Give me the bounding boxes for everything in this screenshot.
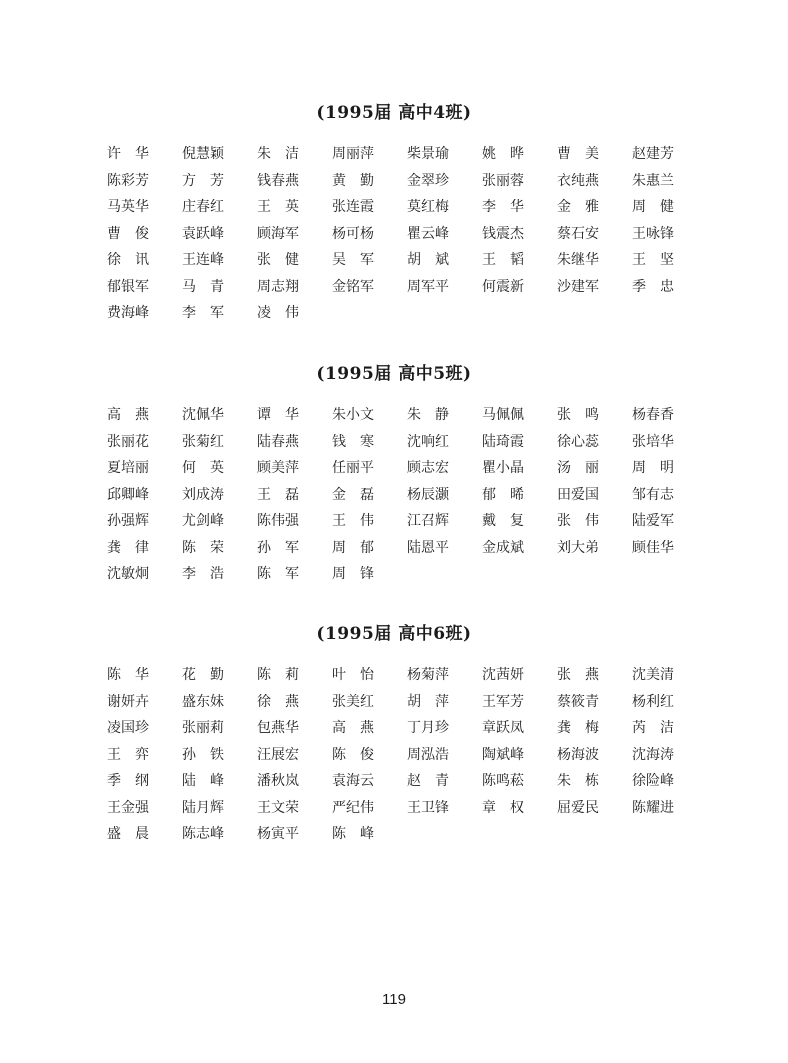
- student-name: 蔡筱青: [557, 693, 599, 710]
- student-name: 杨寅平: [257, 826, 299, 842]
- student-name: 姚晔: [482, 146, 538, 162]
- student-name: 王英: [257, 199, 313, 215]
- student-name: 盛东妹: [182, 693, 224, 710]
- student-name: 严纪伟: [332, 799, 374, 816]
- student-name: 赵建芳: [632, 146, 674, 162]
- student-name: 周军平: [407, 278, 449, 295]
- student-name: 胡斌: [407, 252, 463, 268]
- student-name: 朱惠兰: [632, 172, 674, 189]
- student-name: 许华: [107, 146, 163, 162]
- student-name: 徐险峰: [632, 773, 674, 789]
- student-name: 沈茜妍: [482, 667, 524, 683]
- student-name: 陈彩芳: [107, 172, 149, 189]
- student-name: 谢妍卉: [107, 693, 149, 710]
- student-name: 黄勤: [332, 172, 388, 189]
- student-name: 袁跃峰: [182, 225, 224, 242]
- student-name: 周志翔: [257, 278, 299, 295]
- student-name: 蔡石安: [557, 225, 599, 242]
- student-name: 徐讯: [107, 252, 163, 268]
- student-name: 凌伟: [257, 305, 313, 321]
- student-name: 吴军: [332, 252, 388, 268]
- student-name: 凌国珍: [107, 720, 149, 736]
- student-name: 李华: [482, 199, 538, 215]
- student-name: 马英华: [107, 199, 149, 215]
- student-name: 季忠: [632, 278, 688, 295]
- student-name: 李军: [182, 305, 238, 321]
- student-name: 沈美清: [632, 667, 674, 683]
- student-name: 马佩佩: [482, 407, 524, 423]
- student-name: 陶斌峰: [482, 746, 524, 763]
- student-name: 瞿云峰: [407, 225, 449, 242]
- student-name: 张伟: [557, 513, 613, 529]
- student-name: 陆爱军: [632, 513, 674, 529]
- student-name: 刘大弟: [557, 539, 599, 556]
- student-name: 金成斌: [482, 539, 524, 556]
- student-name: 倪慧颖: [182, 146, 224, 162]
- student-name: 杨海波: [557, 746, 599, 763]
- student-name: 张丽莉: [182, 720, 224, 736]
- student-name: 陆峰: [182, 773, 238, 789]
- student-name: 朱栋: [557, 773, 613, 789]
- student-name: 瞿小晶: [482, 460, 524, 476]
- student-name: 何英: [182, 460, 238, 476]
- student-name: 花勤: [182, 667, 238, 683]
- student-name: 刘成涛: [182, 486, 224, 503]
- student-name: 周丽萍: [332, 146, 374, 162]
- student-name: 张鸣: [557, 407, 613, 423]
- student-name: 任丽平: [332, 460, 374, 476]
- student-name: 张健: [257, 252, 313, 268]
- student-name: 张燕: [557, 667, 613, 683]
- student-name: 屈爱民: [557, 799, 599, 816]
- student-name: 芮洁: [632, 720, 688, 736]
- student-name: 尤剑峰: [182, 513, 224, 529]
- student-name: 曹美: [557, 146, 613, 162]
- student-name: 费海峰: [107, 305, 149, 321]
- student-name: 陈耀进: [632, 799, 674, 816]
- section-title: (1995届 高中6班): [316, 624, 472, 644]
- student-name: 周泓浩: [407, 746, 449, 763]
- student-name: 朱小文: [332, 407, 374, 423]
- student-name: 柴景瑜: [407, 146, 449, 162]
- student-name: 陆琦霞: [482, 433, 524, 450]
- student-name: 潘秋岚: [257, 773, 299, 789]
- student-name: 王磊: [257, 486, 313, 503]
- student-name: 袁海云: [332, 773, 374, 789]
- student-name: 孙军: [257, 539, 313, 556]
- student-name: 王文荣: [257, 799, 299, 816]
- student-name: 莫红梅: [407, 199, 449, 215]
- student-name: 何震新: [482, 278, 524, 295]
- student-name: 陈军: [257, 566, 313, 582]
- student-name: 徐心蕊: [557, 433, 599, 450]
- student-name: 赵青: [407, 773, 463, 789]
- student-name: 杨可杨: [332, 225, 374, 242]
- student-name: 张丽花: [107, 433, 149, 450]
- student-name: 方芳: [182, 172, 238, 189]
- student-name: 陆春燕: [257, 433, 299, 450]
- page-number: 119: [382, 991, 406, 1008]
- student-name: 钱震杰: [482, 225, 524, 242]
- student-name: 张丽蓉: [482, 172, 524, 189]
- student-name: 陈华: [107, 667, 163, 683]
- student-name: 李浩: [182, 566, 238, 582]
- student-name: 王咏锋: [632, 225, 674, 242]
- student-name: 盛晨: [107, 826, 163, 842]
- student-name: 胡萍: [407, 693, 463, 710]
- student-name: 顾海军: [257, 225, 299, 242]
- student-name: 邹有志: [632, 486, 674, 503]
- student-name: 张连霞: [332, 199, 374, 215]
- student-name: 陆恩平: [407, 539, 449, 556]
- student-name: 钱寒: [332, 433, 388, 450]
- student-name: 邱卿峰: [107, 486, 149, 503]
- student-name: 王坚: [632, 252, 688, 268]
- student-name: 周健: [632, 199, 688, 215]
- student-name: 陆月辉: [182, 799, 224, 816]
- student-name: 田爱国: [557, 486, 599, 503]
- student-name: 王弈: [107, 746, 163, 763]
- student-name: 江召辉: [407, 513, 449, 529]
- student-name: 顾志宏: [407, 460, 449, 476]
- student-name: 孙强辉: [107, 513, 149, 529]
- student-name: 陈莉: [257, 667, 313, 683]
- student-name: 朱静: [407, 407, 463, 423]
- student-name: 王伟: [332, 513, 388, 529]
- section-title: (1995届 高中5班): [316, 364, 472, 384]
- student-name: 季纲: [107, 773, 163, 789]
- student-name: 衣纯燕: [557, 172, 599, 189]
- student-name: 包燕华: [257, 720, 299, 736]
- student-name: 马青: [182, 278, 238, 295]
- student-name: 沙建军: [557, 278, 599, 295]
- student-name: 杨菊萍: [407, 667, 449, 683]
- student-name: 戴复: [482, 513, 538, 529]
- student-name: 陈鸣菘: [482, 773, 524, 789]
- student-name: 章跃凤: [482, 720, 524, 736]
- student-name: 沈响红: [407, 433, 449, 450]
- student-name: 周锋: [332, 566, 388, 582]
- student-name: 叶怡: [332, 667, 388, 683]
- student-name: 杨利红: [632, 693, 674, 710]
- student-name: 沈敏炯: [107, 566, 149, 582]
- student-name: 金铭军: [332, 278, 374, 295]
- student-name: 金雅: [557, 199, 613, 215]
- student-name: 谭华: [257, 407, 313, 423]
- student-name: 周明: [632, 460, 688, 476]
- student-name: 朱洁: [257, 146, 313, 162]
- student-name: 王金强: [107, 799, 149, 816]
- student-name: 沈佩华: [182, 407, 224, 423]
- student-name: 张菊红: [182, 433, 224, 450]
- student-name: 王军芳: [482, 693, 524, 710]
- student-name: 章权: [482, 799, 538, 816]
- student-name: 夏培丽: [107, 460, 149, 476]
- student-name: 高燕: [107, 407, 163, 423]
- student-name: 龚梅: [557, 720, 613, 736]
- student-name: 陈伟强: [257, 513, 299, 529]
- student-name: 顾美萍: [257, 460, 299, 476]
- section-title: (1995届 高中4班): [316, 103, 472, 123]
- student-name: 金磊: [332, 486, 388, 503]
- student-name: 陈志峰: [182, 826, 224, 842]
- student-name: 高燕: [332, 720, 388, 736]
- student-name: 王韬: [482, 252, 538, 268]
- student-name: 周郁: [332, 539, 388, 556]
- student-name: 王卫锋: [407, 799, 449, 816]
- student-name: 陈荣: [182, 539, 238, 556]
- student-name: 陈峰: [332, 826, 388, 842]
- name-grid: [107, 662, 687, 848]
- student-name: 汤丽: [557, 460, 613, 476]
- student-name: 汪展宏: [257, 746, 299, 763]
- student-name: 丁月珍: [407, 720, 449, 736]
- student-name: 钱春燕: [257, 172, 299, 189]
- student-name: 郁晞: [482, 486, 538, 503]
- student-name: 朱继华: [557, 252, 599, 268]
- student-name: 徐燕: [257, 693, 313, 710]
- student-name: 杨春香: [632, 407, 674, 423]
- student-name: 杨辰灏: [407, 486, 449, 503]
- student-name: 金翠珍: [407, 172, 449, 189]
- student-name: 孙铁: [182, 746, 238, 763]
- name-grid: [107, 402, 687, 588]
- name-grid: [107, 141, 687, 327]
- student-name: 庄春红: [182, 199, 224, 215]
- student-name: 张美红: [332, 693, 374, 710]
- student-name: 张培华: [632, 433, 674, 450]
- student-name: 王连峰: [182, 252, 224, 268]
- student-name: 顾佳华: [632, 539, 674, 556]
- student-name: 沈海涛: [632, 746, 674, 763]
- student-name: 曹俊: [107, 225, 163, 242]
- student-name: 郁银军: [107, 278, 149, 295]
- student-name: 陈俊: [332, 746, 388, 763]
- student-name: 龚律: [107, 539, 163, 556]
